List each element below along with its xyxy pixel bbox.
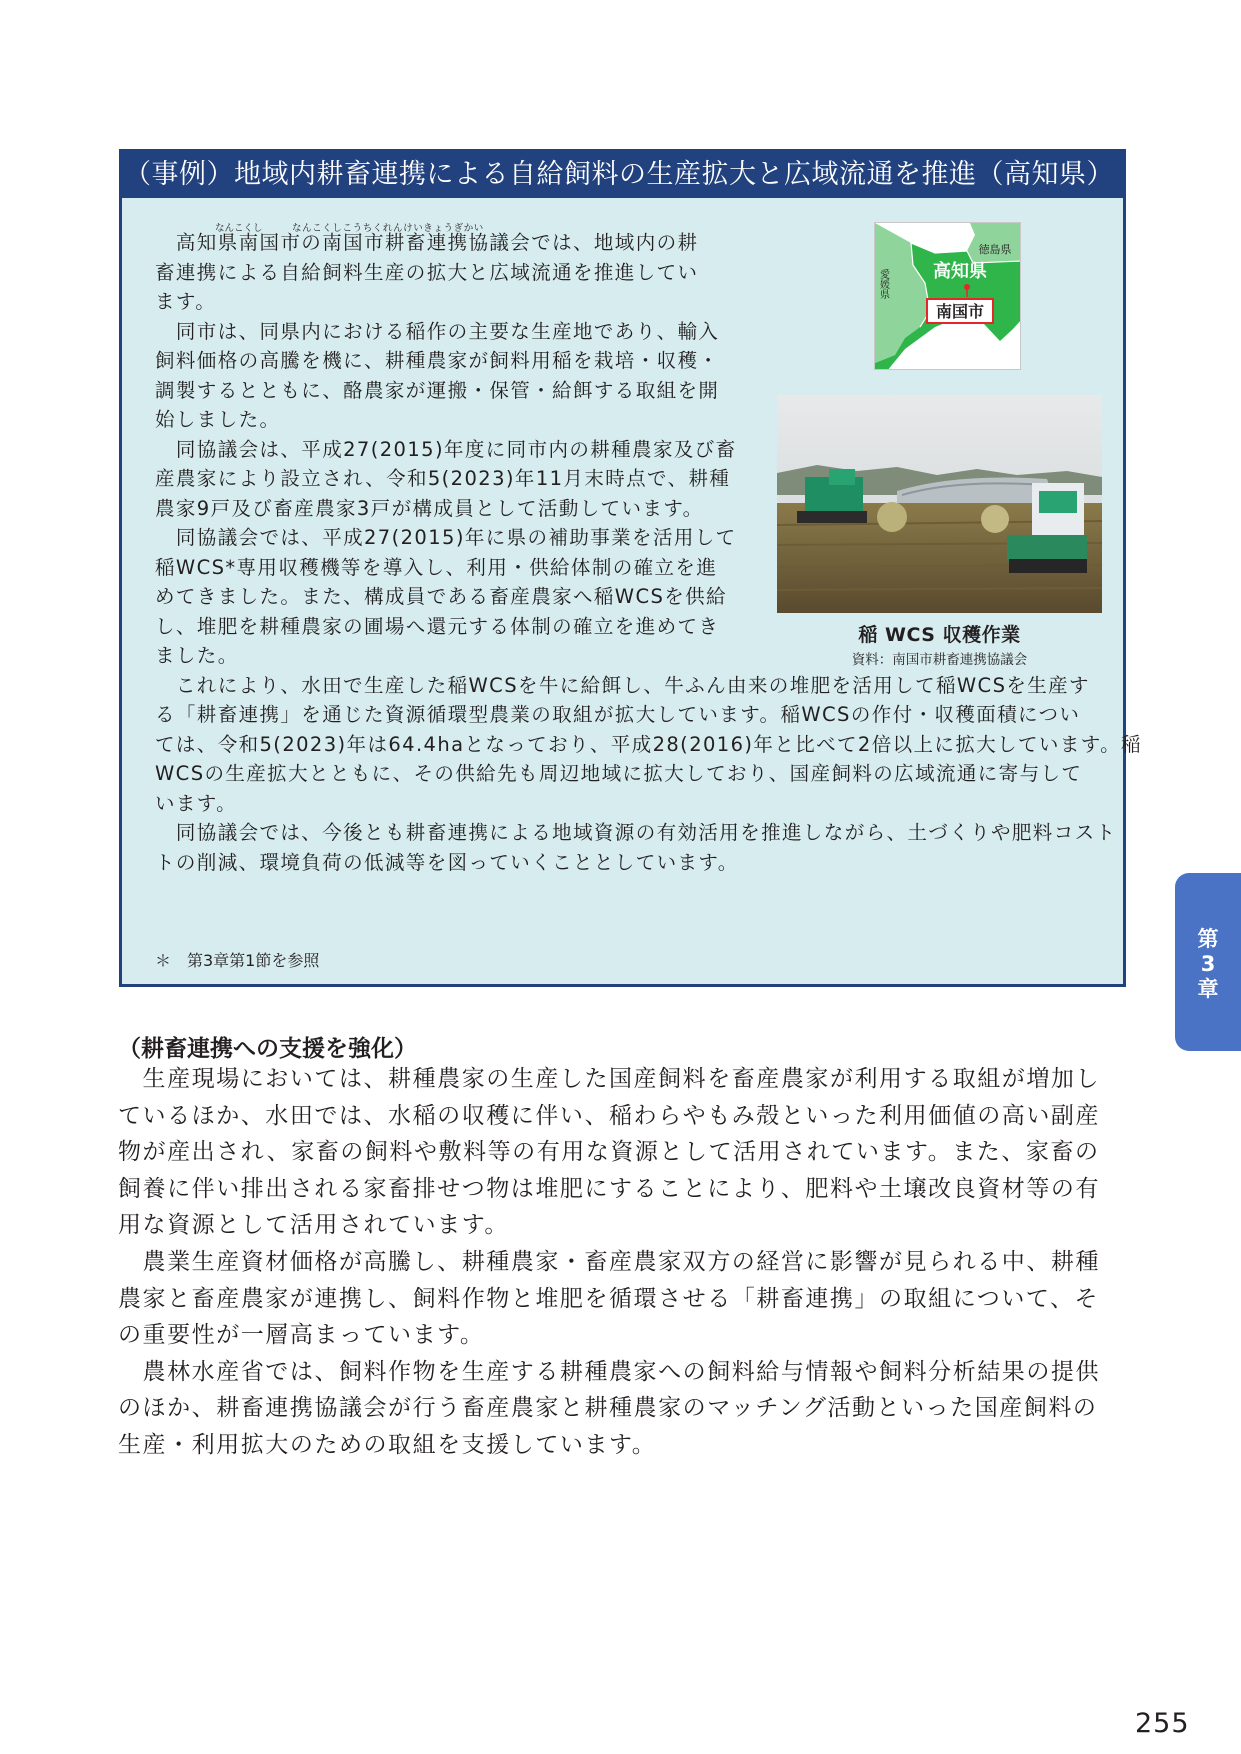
wcs-harvest-photo	[777, 395, 1102, 613]
case-text-line: 稲WCS*専用収穫機等を導入し、利用・供給体制の確立を進	[155, 555, 718, 579]
body-line: ているほか、水田では、水稲の収穫に伴い、稲わらやもみ殻といった利用価値の高い副産	[118, 1102, 1100, 1129]
case-text-line: います。	[155, 791, 238, 815]
case-text-line: これにより、水田で生産した稲WCSを牛に給餌し、牛ふん由来の堆肥を活用して稲WCSを生産す	[155, 673, 1090, 697]
case-text-line: ます。	[155, 290, 217, 313]
case-footnote: ＊ 第3章第1節を参照	[155, 951, 320, 970]
kochi-map-image	[874, 222, 1021, 370]
case-text-line: めてきました。また、構成員である畜産農家へ稲WCSを供給	[155, 585, 727, 608]
body-line: 用な資源として活用されています。	[118, 1212, 509, 1239]
case-text-line: ては、令和5(2023)年は64.4haとなっており、平成28(2016)年と比べて2倍以上に拡大しています。稲	[155, 732, 1142, 756]
section-body	[118, 1061, 1100, 1464]
chapter-tab-line: 第	[1197, 927, 1219, 951]
case-text-line: 調製するとともに、酪農家が運搬・保管・給餌する取組を開	[155, 378, 720, 402]
kochi-map-icon	[875, 223, 1021, 370]
body-line: 農林水産省では、飼料作物を生産する耕種農家への飼料給与情報や飼料分析結果の提供	[118, 1358, 1100, 1385]
case-text-line: 農家9戸及び畜産農家3戸が構成員として活動しています。	[155, 496, 704, 520]
body-line: 農業生産資材価格が高騰し、耕種農家・畜産農家双方の経営に影響が見られる中、耕種	[118, 1248, 1100, 1275]
case-study-title: （事例）地域内耕畜連携による自給飼料の生産拡大と広域流通を推進（高知県）	[122, 152, 1123, 198]
body-line: 生産現場においては、耕種農家の生産した国産飼料を畜産農家が利用する取組が増加し	[118, 1066, 1100, 1092]
body-line: 飼養に伴い排出される家畜排せつ物は堆肥にすることにより、肥料や土壌改良資材等の有	[118, 1175, 1100, 1202]
case-text-line: 同協議会は、平成27(2015)年度に同市内の耕種農家及び畜	[155, 437, 737, 461]
case-text-line: 同協議会では、今後とも耕畜連携による地域資源の有効活用を推進しながら、土づくりや肥料コスト	[155, 821, 1117, 844]
case-study-box	[119, 149, 1142, 987]
case-text-line: 飼料価格の高騰を機に、耕種農家が飼料用稲を栽培・収穫・	[155, 349, 720, 372]
chapter-tab-number: 3	[1200, 952, 1216, 976]
body-line: のほか、耕畜連携協議会が行う畜産農家と耕種農家のマッチング活動といった国産飼料の	[118, 1395, 1098, 1422]
map-label-tokushima: 徳島県	[978, 243, 1012, 256]
case-text-line: WCSの生産拡大とともに、その供給先も周辺地域に拡大しており、国産飼料の広域流通に寄与して	[155, 762, 1083, 785]
map-label-ehime: 愛媛県	[877, 269, 889, 299]
body-line: 農家と畜産農家が連携し、飼料作物と堆肥を循環させる「耕畜連携」の取組について、そ	[118, 1285, 1100, 1312]
case-text-line: し、堆肥を耕種農家の圃場へ還元する体制の確立を進めてき	[155, 614, 720, 638]
case-text-line: る「耕畜連携」を通じた資源循環型農業の取組が拡大しています。稲WCSの作付・収穫面積につい	[155, 703, 1081, 726]
ruby-nankokushi: なんこくし	[215, 223, 263, 234]
case-text-line: ました。	[155, 644, 239, 667]
map-label-nankoku: 南国市	[935, 302, 985, 321]
case-text-line: 畜連携による自給飼料生産の拡大と広域流通を推進してい	[155, 260, 699, 284]
case-text-line: トの削減、環境負荷の低減等を図っていくこととしています。	[155, 850, 739, 874]
section-heading: （耕畜連携への支援を強化）	[118, 1036, 417, 1062]
page-number: 255	[1135, 1708, 1190, 1739]
photo-caption: 稲 WCS 収穫作業	[858, 624, 1021, 646]
case-text-line: 始しました。	[155, 408, 281, 431]
body-line: の重要性が一層高まっています。	[118, 1322, 485, 1349]
chapter-tab[interactable]	[1175, 873, 1241, 1051]
case-text-line: 産農家により設立され、令和5(2023)年11月末時点で、耕種	[155, 467, 731, 490]
harvest-photo-icon	[777, 395, 1102, 613]
case-text-line: 同協議会では、平成27(2015)年に県の補助事業を活用して	[155, 526, 737, 549]
case-text-line: 高知県南国市の南国市耕畜連携協議会では、地域内の耕	[155, 231, 699, 254]
body-line: 物が産出され、家畜の飼料や敷料等の有用な資源として活用されています。また、家畜の	[118, 1139, 1100, 1166]
photo-source: 資料：南国市耕畜連携協議会	[851, 652, 1028, 668]
map-label-kochi: 高知県	[933, 261, 987, 282]
chapter-tab-line: 章	[1197, 977, 1219, 1001]
body-line: 生産・利用拡大のための取組を支援しています。	[118, 1431, 657, 1458]
case-text-line: 同市は、同県内における稲作の主要な生産地であり、輸入	[155, 319, 720, 343]
ruby-kyogikai: なんこくしこうちくれんけいきょうぎかい	[292, 223, 484, 234]
